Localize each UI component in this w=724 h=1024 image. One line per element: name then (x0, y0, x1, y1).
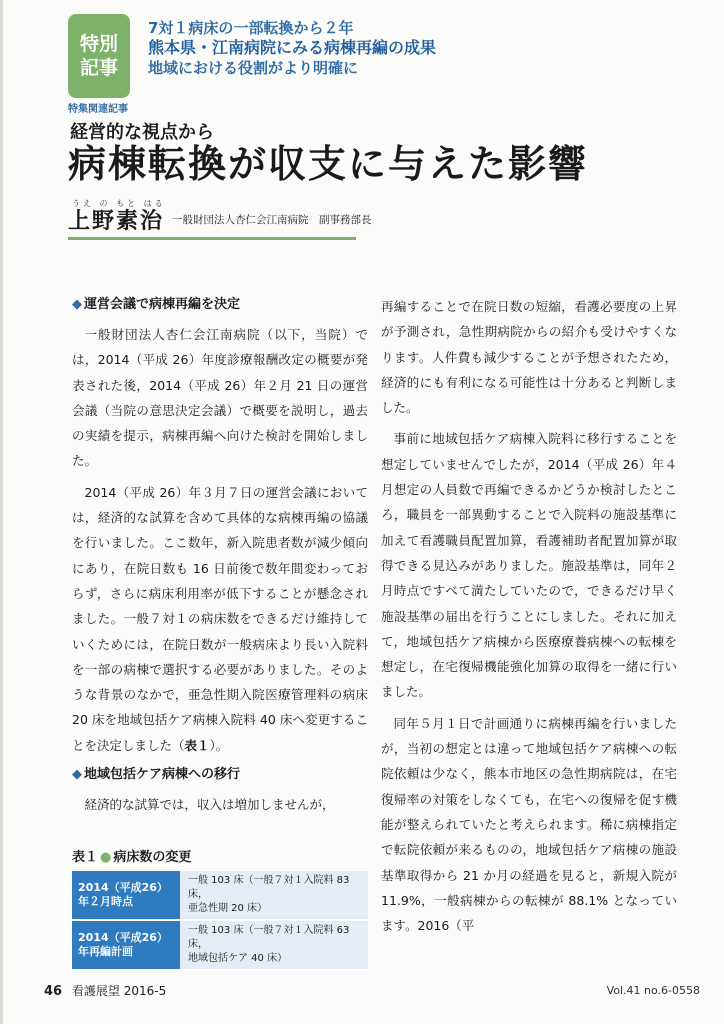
paragraph-r1: 再編することで在院日数の短縮，看護必要度の上昇が予測され，急性期病院からの紹介も受けやすくなります。人件費も減少することが予想されたため，経済的にも有利になる可能性は十分あると判断しました。 (381, 299, 677, 416)
row-header-line-1: 2014（平成26） (78, 881, 168, 894)
author-ruby: うえ の もと はる (72, 199, 166, 208)
row-header-line-2: 年２月時点 (78, 895, 133, 908)
issue-date: 2016-5 (123, 984, 167, 998)
green-dot-icon: ● (100, 850, 112, 865)
article-subtitle: 経営的な視点から (70, 122, 214, 143)
row-header-line-1: 2014（平成26） (78, 931, 168, 944)
left-column (72, 294, 368, 823)
row-header-line-2: 年再編計画 (78, 945, 133, 958)
table-title-text: 病床数の変更 (113, 850, 192, 865)
journal-name: 看護展望 (71, 984, 120, 998)
row-value (180, 871, 368, 920)
right-column (381, 294, 677, 944)
page-number: 46 (44, 984, 63, 999)
article-taglines (148, 18, 436, 78)
section-heading-1 (72, 294, 368, 316)
row-value-line-1: 一般 103 床（一般７対１入院料 83 床， (188, 875, 350, 900)
paragraph-2-end: ）。 (209, 737, 229, 753)
special-article-badge (68, 14, 130, 98)
tagline-3: 地域における役割がより明確に (148, 59, 359, 77)
tagline-1: 7対１病床の一部転換から２年 (148, 19, 354, 37)
page-folio (44, 982, 166, 999)
paragraph-1: 一般財団法人杏仁会江南病院（以下，当院）では，2014（平成 26）年度診療報酬改定の概要が発表された後，2014（平成 26）年２月 21 日の運営会議（当院の意思決定会議）で概要を説明し，過去の実績を提示，病棟再編へ向けた検討を開始しました。 (72, 327, 368, 469)
tagline-2: 熊本県・江南病院にみる病棟再編の成果 (148, 38, 437, 57)
paragraph-2-text: 2014（平成 26）年３月７日の運営会議においては，経済的な試算を含めて具体的な病棟再編の協議を行いました。ここ数年，新入院患者数が減少傾向にあり，在院日数も 16 日前後で数年間変わっておらず，さらに病床利用率が低下することが懸念されました。一般７対１の病床数をできるだけ維持していくためには，在院日数が一般病床より長い入院料を一部の病棟で選択する必要がありました。そのような背景のなかで，亜急性期入院医療管理料の病床 20 床を地域包括ケア病棟入院料 40 床へ変更することを決定しました（ (72, 484, 368, 753)
paragraph-3: 経済的な試算では，収入は増加しませんが， (84, 797, 335, 813)
volume-info: Vol.41 no.6-0558 (606, 984, 700, 997)
page-edge-shadow (0, 0, 3, 1024)
table-label: 表１ (72, 850, 99, 865)
header-divider (68, 237, 356, 240)
paragraph-2 (72, 480, 368, 758)
section-heading-2 (72, 764, 368, 786)
section-heading-2-text: 地域包括ケア病棟への移行 (84, 767, 241, 783)
article-title: 病棟転換が収支に与えた影響 (68, 141, 589, 186)
table-title (72, 846, 368, 865)
table-row (72, 871, 368, 920)
section-heading-1-text: 運営会議で病棟再編を決定 (84, 297, 241, 312)
diamond-bullet-icon: ◆ (72, 767, 82, 783)
paragraph-r2: 事前に地域包括ケア病棟入院料に移行することを想定していませんでしたが，2014（平成 26）年４月想定の人員数で再編できるかどうか検討したところ，職員を一部異動することで入院料の施設基準に加えて看護職員配置加算，看護補助者配置加算が取得できる見込みがありました。施設基準は，同年２月時点ですべて満たしていたので，できるだけ早く施設基準の届出を行うことにしました。それに加えて，地域包括ケア病棟から医療療養病棟への転棟を想定し，在宅復帰機能強化加算の取得を一緒に行いました。 (381, 431, 677, 700)
row-value-line-2: 地域包括ケア 40 床） (188, 953, 288, 964)
row-value-line-2: 亜急性期 20 床） (188, 903, 268, 914)
table-grid (72, 871, 368, 971)
author-affiliation: 一般財団法人杏仁会江南病院 副事務部長 (172, 214, 372, 226)
bed-change-table (72, 846, 368, 971)
row-value-line-1: 一般 103 床（一般７対１入院料 63 床， (188, 925, 350, 950)
author-name: 上野素治 (68, 208, 165, 234)
table-row (72, 920, 368, 970)
badge-line-1: 特別 (79, 33, 118, 55)
row-value (180, 920, 368, 970)
diamond-bullet-icon: ◆ (72, 297, 82, 312)
related-article-label: 特集関連記事 (68, 104, 128, 115)
badge-line-2: 記事 (79, 57, 118, 79)
paragraph-r3: 同年５月１日で計画通りに病棟再編を行いましたが，当初の想定とは違って地域包括ケア病棟への転院依頼は少なく，熊本市地区の急性期病院は，在宅復帰率の対策をしなくても，在宅への復帰を促す機能が整えられていたと考えられます。稀に病棟指定で転院依頼が来るものの，地域包括ケア病棟の施設基準取得から 21 か月の経過を見ると，新規入院が 11.9%，一般病棟からの転棟が 88.1% となっています。2016（平 (381, 715, 677, 934)
table-reference: 表１ (184, 737, 210, 753)
row-header (72, 920, 180, 970)
row-header (72, 871, 180, 920)
